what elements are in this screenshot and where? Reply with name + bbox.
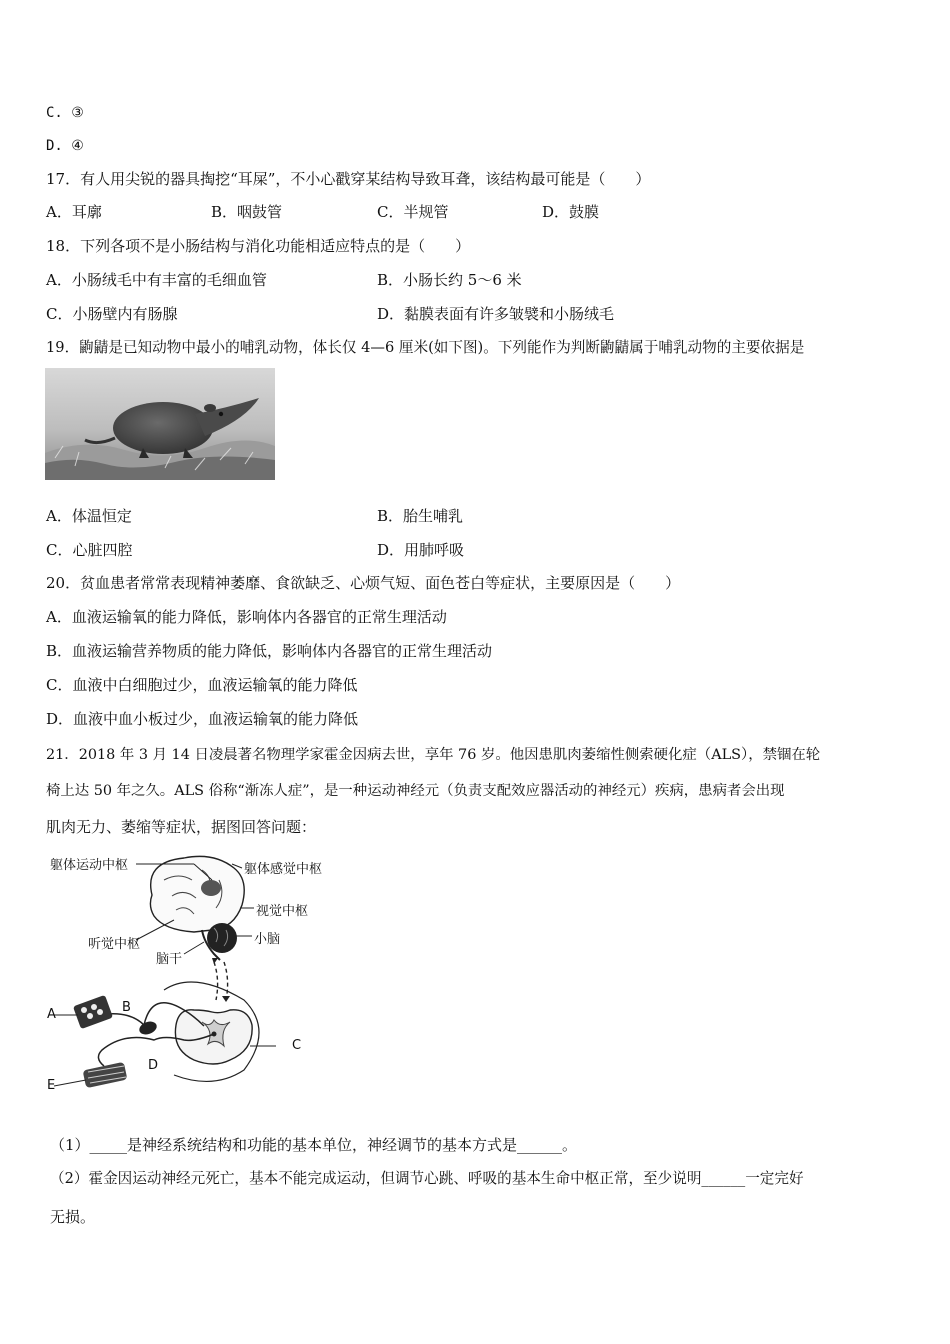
q18-option-b: B．小肠长约 5～6 米 (377, 271, 522, 289)
cerebellum-shape (207, 923, 237, 953)
q19-option-d: D．用肺呼吸 (377, 541, 465, 559)
nervous-system-diagram (44, 850, 344, 1100)
q21-stem-line-2: 椅上达 50 年之久。ALS 俗称“渐冻人症”，是一种运动神经元（负责支配效应器活动的神经元）疾病，患病者会出现 (46, 783, 785, 799)
label-a: A (47, 1007, 56, 1022)
q18-option-c: C．小肠壁内有肠腺 (46, 305, 178, 323)
thalamus-shape (201, 880, 221, 896)
auditory-center-label: 听觉中枢 (88, 937, 141, 952)
q17-option-b: B．咽鼓管 (211, 203, 283, 221)
q21-sub-question-2-line-2: 无损。 (50, 1208, 96, 1226)
q21-sub-question-1: （1）_____是神经系统结构和功能的基本单位，神经调节的基本方式是______。 (50, 1136, 578, 1154)
cerebrum-shape (150, 856, 244, 932)
q16-option-c: C. ③ (46, 105, 84, 121)
label-c: C (292, 1038, 302, 1053)
q19-option-a: A．体温恒定 (46, 507, 132, 525)
cerebellum-label: 小脑 (254, 932, 281, 947)
q20-option-c: C．血液中白细胞过少，血液运输氧的能力降低 (46, 676, 358, 694)
q18-stem: 18．下列各项不是小肠结构与消化功能相适应特点的是（ ） (46, 237, 471, 255)
q20-option-a: A．血液运输氧的能力降低，影响体内各器官的正常生理活动 (46, 608, 447, 626)
q17-stem: 17．有人用尖锐的器具掏挖“耳屎”，不小心戳穿某结构导致耳聋，该结构最可能是（ ） (46, 170, 651, 188)
label-d: D (148, 1058, 159, 1073)
shrew-photo (45, 368, 275, 480)
sensory-center-label: 躯体感觉中枢 (244, 862, 323, 877)
q18-option-a: A．小肠绒毛中有丰富的毛细血管 (46, 271, 267, 289)
q16-option-d: D. ④ (46, 138, 84, 154)
q21-sub-question-2-line-1: （2）霍金因运动神经元死亡，基本不能完成运动，但调节心跳、呼吸的基本生命中枢正常，至少说明______一定完好 (50, 1170, 804, 1187)
q21-stem-line-3: 肌肉无力、萎缩等症状，据图回答问题： (46, 818, 317, 836)
q17-option-d: D．鼓膜 (542, 203, 600, 221)
q19-stem: 19．鼩鼱是已知动物中最小的哺乳动物，体长仅 4—6 厘米(如下图)。下列能作为判断鼩鼱属于哺乳动物的主要依据是 (46, 339, 805, 356)
visual-center-label: 视觉中枢 (256, 904, 309, 919)
q20-stem: 20．贫血患者常常表现精神萎靡、食欲缺乏、心烦气短、面色苍白等症状，主要原因是（ ） (46, 574, 681, 592)
label-e: E (47, 1078, 56, 1093)
q17-option-a: A．耳廓 (46, 203, 102, 221)
q20-option-d: D．血液中血小板过少，血液运输氧的能力降低 (46, 710, 359, 728)
q17-option-c: C．半规管 (377, 203, 449, 221)
motor-center-label: 躯体运动中枢 (50, 858, 129, 873)
q18-option-d: D．黏膜表面有许多皱襞和小肠绒毛 (377, 305, 615, 323)
q21-stem-line-1: 21．2018 年 3 月 14 日凌晨著名物理学家霍金因病去世，享年 76 岁。他因患肌肉萎缩性侧索硬化症（ALS），禁锢在轮 (46, 747, 821, 763)
brainstem-label: 脑干 (156, 952, 183, 967)
q20-option-b: B．血液运输营养物质的能力降低，影响体内各器官的正常生理活动 (46, 642, 493, 660)
q19-option-c: C．心脏四腔 (46, 541, 133, 559)
effector-shape (83, 1062, 128, 1088)
q19-option-b: B．胎生哺乳 (377, 507, 464, 525)
label-b: B (122, 1000, 131, 1015)
receptor-shape (73, 995, 113, 1029)
